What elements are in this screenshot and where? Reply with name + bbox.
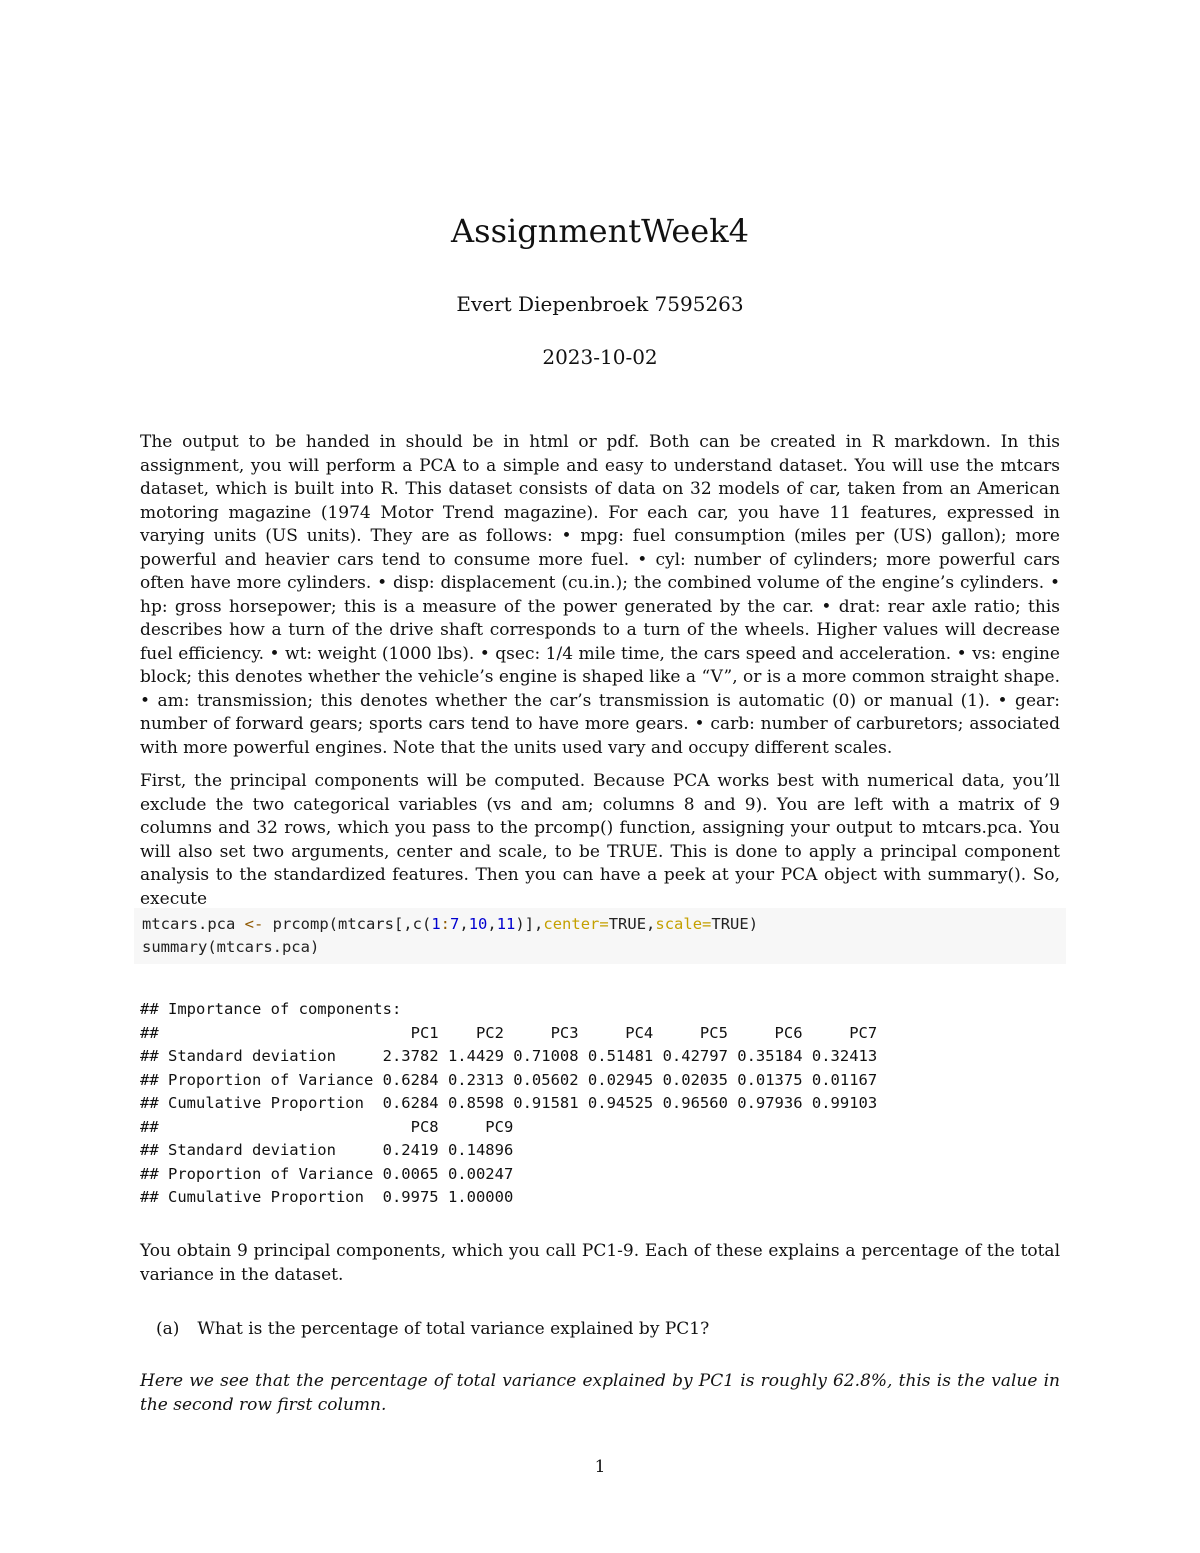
intro-paragraph: The output to be handed in should be in html or pdf. Both can be created in R markdown. In this assignment, you will perform a PCA to a simple and easy to understand dataset. You will use the mtcars dataset, which is built into R. This dataset consists of data on 32 models of car, taken from an American motoring magazine (1974 Motor Trend magazine). For each car, you have 11 features, expressed in varying units (US units). They are as follows: • mpg: fuel consumption (miles per (US) gallon); more powerful and heavier cars tend to consume more fuel. • cyl: number of cylinders; more powerful cars often have more cylinders. • disp: displacement (cu.in.); the combined volume of the engine’s cylinders. • hp: gross horsepower; this is a measure of the power generated by the car. • drat: rear axle ratio; this describes how a turn of the drive shaft corresponds to a turn of the wheels. Higher values will decrease fuel efficiency. • wt: weight (1000 lbs). • qsec: 1/4 mile time, the cars speed and acceleration. • vs: engine block; this denotes whether the vehicle’s engine is shaped like a “V”, or is a more common straight shape. • am: transmission; this denotes whether the car’s transmission is automatic (0) or manual (1). • gear: number of forward gears; sports cars tend to have more gears. • carb: number of carburetors; associated with more powerful engines. Note that the units used vary and occupy different scales. <box>140 432 1060 758</box>
code-token: , <box>459 915 469 933</box>
output-line: ## Proportion of Variance 0.0065 0.00247 <box>140 1164 514 1183</box>
output-line: ## Standard deviation 0.2419 0.14896 <box>140 1141 514 1159</box>
code-token-number: 11 <box>496 915 516 933</box>
code-token-argument: center= <box>543 915 609 933</box>
question-text: What is the percentage of total variance explained by PC1? <box>197 1319 710 1339</box>
code-line-2: summary(mtcars.pca) <box>142 938 320 956</box>
output-line: ## Cumulative Proportion 0.9975 1.00000 <box>140 1188 514 1206</box>
code-token-argument: scale= <box>655 915 712 933</box>
code-line-1 <box>142 913 1058 936</box>
question-label: (a) <box>156 1319 180 1339</box>
code-token: prcomp(mtcars[,c( <box>263 915 432 933</box>
code-token: mtcars.pca <box>142 915 245 933</box>
document-date: 2023-10-02 <box>542 345 658 369</box>
code-block <box>134 908 1066 964</box>
document-title: AssignmentWeek4 <box>451 212 749 250</box>
output-line: ## Cumulative Proportion 0.6284 0.8598 0.91581 0.94525 0.96560 0.97936 0.99103 <box>140 1094 878 1112</box>
code-token: TRUE) <box>711 915 759 933</box>
output-line: ## Importance of components: <box>140 1000 402 1018</box>
code-token: , <box>487 915 497 933</box>
code-token-number: 7 <box>450 915 460 933</box>
code-token-number: 1 <box>431 915 441 933</box>
question-a <box>156 1318 709 1342</box>
answer-text: Here we see that the percentage of total variance explained by PC1 is roughly 62.8%, this is the value in the second row first column. <box>140 1371 1060 1415</box>
output-line: ## PC1 PC2 PC3 PC4 PC5 PC6 PC7 <box>140 1023 878 1042</box>
r-output-block <box>140 998 877 1210</box>
code-token-operator: : <box>440 915 450 933</box>
third-paragraph: You obtain 9 principal components, which you call PC1-9. Each of these explains a percentage of the total variance in the dataset. <box>140 1241 1060 1285</box>
document-author: Evert Diepenbroek 7595263 <box>456 292 744 316</box>
second-paragraph: First, the principal components will be computed. Because PCA works best with numerical data, you’ll exclude the two categorical variables (vs and am; columns 8 and 9). You are left with a matrix of 9 columns and 32 rows, which you pass to the prcomp() function, assigning your output to mtcars.pca. You will also set two arguments, center and scale, to be TRUE. This is done to apply a principal component analysis to the standardized features. Then you can have a peek at your PCA object with summary(). So, execute <box>140 771 1060 909</box>
output-line: ## PC8 PC9 <box>140 1117 514 1136</box>
code-token-number: 10 <box>468 915 488 933</box>
code-token: )], <box>515 915 544 933</box>
code-token-assign: <- <box>244 915 264 933</box>
output-line: ## Standard deviation 2.3782 1.4429 0.71008 0.51481 0.42797 0.35184 0.32413 <box>140 1047 878 1065</box>
page-number: 1 <box>594 1457 606 1477</box>
code-token: TRUE, <box>608 915 656 933</box>
output-line: ## Proportion of Variance 0.6284 0.2313 0.05602 0.02945 0.02035 0.01375 0.01167 <box>140 1070 878 1089</box>
